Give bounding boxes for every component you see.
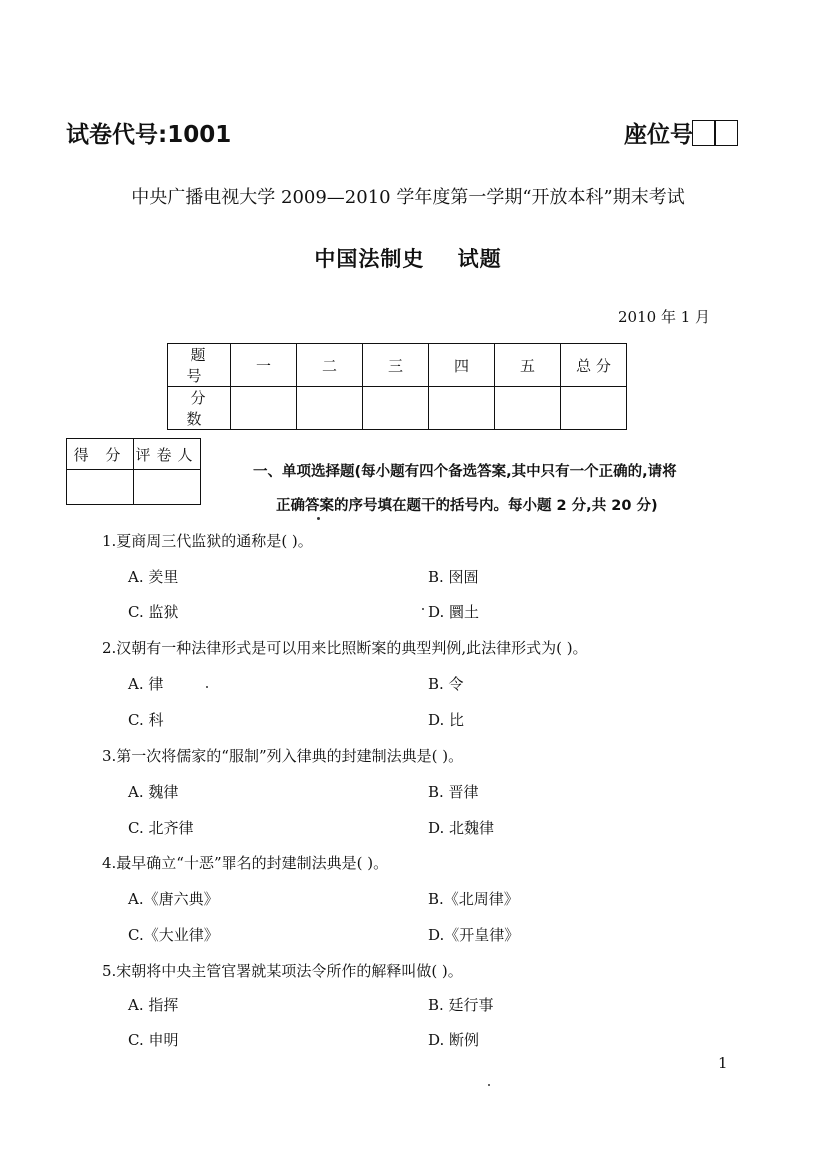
question-5-option-c: C. 申明 <box>128 1031 179 1049</box>
grader-header-row <box>67 439 201 470</box>
score-cell[interactable] <box>297 387 363 430</box>
question-2-stem: 2.汉朝有一种法律形式是可以用来比照断案的典型判例,此法律形式为( )。 <box>102 639 588 657</box>
score-cell[interactable] <box>495 387 561 430</box>
score-header-cell: 题 号 <box>168 344 231 387</box>
score-header-cell: 总 分 <box>561 344 627 387</box>
question-4-stem: 4.最早确立“十恶”罪名的封建制法典是( )。 <box>102 854 389 872</box>
question-4-option-d: D.《开皇律》 <box>428 926 520 944</box>
question-4-option-a: A.《唐六典》 <box>128 890 219 908</box>
score-label: 得 分 <box>67 439 134 470</box>
scan-speck <box>317 517 320 520</box>
seat-label: 座位号 <box>624 122 693 148</box>
question-5-option-d: D. 断例 <box>428 1031 480 1049</box>
exam-date: 2010 年 1 月 <box>618 308 711 326</box>
question-1-option-b: B. 囹圄 <box>428 568 479 586</box>
question-3-option-d: D. 北魏律 <box>428 819 495 837</box>
question-3-option-b: B. 晋律 <box>428 783 479 801</box>
question-4-option-b: B.《北周律》 <box>428 890 519 908</box>
score-cell[interactable] <box>231 387 297 430</box>
question-3-stem: 3.第一次将儒家的“服制”列入律典的封建制法典是( )。 <box>102 747 464 765</box>
score-table <box>167 343 627 430</box>
grader-cell[interactable] <box>134 470 201 505</box>
question-3-option-c: C. 北齐律 <box>128 819 194 837</box>
question-3-option-a: A. 魏律 <box>128 783 179 801</box>
score-row-label: 分 数 <box>168 387 231 430</box>
page-number: 1 <box>718 1054 728 1072</box>
seat-number <box>624 116 738 149</box>
score-header-cell: 二 <box>297 344 363 387</box>
score-header-cell: 五 <box>495 344 561 387</box>
question-5-stem: 5.宋朝将中央主管官署就某项法令所作的解释叫做( )。 <box>102 962 463 980</box>
question-2-option-b: B. 令 <box>428 675 464 693</box>
score-header-cell: 四 <box>429 344 495 387</box>
question-2-option-a: A. 律 <box>128 675 164 693</box>
scan-speck <box>206 686 208 688</box>
grader-table <box>66 438 201 505</box>
seat-box-2[interactable] <box>714 120 738 146</box>
score-table-score-row <box>168 387 627 430</box>
section1-instructions-line1: 一、单项选择题(每小题有四个备选答案,其中只有一个正确的,请将 <box>253 464 677 480</box>
question-1-option-c: C. 监狱 <box>128 603 179 621</box>
question-2-option-d: D. 比 <box>428 711 465 729</box>
question-1-option-d: D. 圜土 <box>428 603 480 621</box>
question-4-option-c: C.《大业律》 <box>128 926 219 944</box>
question-5-option-a: A. 指挥 <box>128 996 179 1014</box>
score-cell[interactable] <box>561 387 627 430</box>
section1-instructions-line2: 正确答案的序号填在题干的括号内。每小题 2 分,共 20 分) <box>276 498 658 514</box>
score-cell[interactable] <box>363 387 429 430</box>
grader-label: 评卷人 <box>134 439 201 470</box>
question-1-stem: 1.夏商周三代监狱的通称是( )。 <box>102 532 313 550</box>
question-5-option-b: B. 廷行事 <box>428 996 494 1014</box>
question-2-option-c: C. 科 <box>128 711 164 729</box>
paper-code: 试卷代号:1001 <box>66 122 232 148</box>
section-score-cell[interactable] <box>67 470 134 505</box>
scan-speck <box>488 1084 490 1086</box>
score-table-header-row <box>168 344 627 387</box>
score-cell[interactable] <box>429 387 495 430</box>
seat-box-1[interactable] <box>692 120 716 146</box>
question-1-option-a: A. 羑里 <box>128 568 179 586</box>
exam-title: 中央广播电视大学 2009—2010 学年度第一学期“开放本科”期末考试 <box>131 187 685 208</box>
grader-input-row <box>67 470 201 505</box>
subject-title: 中国法制史 试题 <box>314 247 502 271</box>
score-header-cell: 三 <box>363 344 429 387</box>
scan-speck <box>422 608 424 610</box>
score-header-cell: 一 <box>231 344 297 387</box>
